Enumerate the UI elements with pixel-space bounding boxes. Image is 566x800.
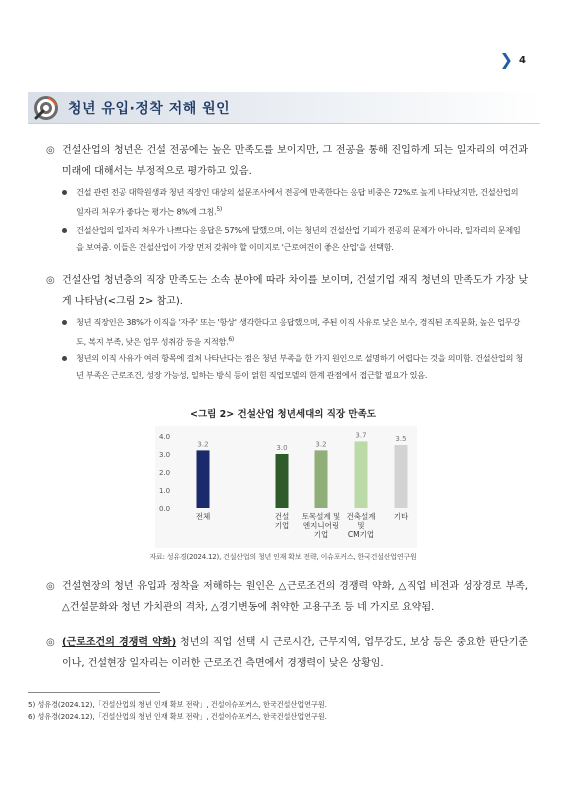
chart-bar <box>197 450 210 508</box>
x-category-label: 기타 <box>393 512 409 521</box>
bar-value-label: 3.2 <box>315 440 327 449</box>
x-category-label: 건설 <box>274 512 290 521</box>
x-category-label: 건축설계 <box>346 512 376 521</box>
page-number <box>500 52 526 68</box>
footnote-divider <box>28 692 160 693</box>
bar-value-label: 3.0 <box>276 444 288 452</box>
y-tick-label: 4.0 <box>159 433 171 441</box>
bullet-dot-icon <box>62 190 67 195</box>
x-category-label: CM기업 <box>347 530 375 539</box>
paragraph-2-text: 건설산업 청년층의 직장 만족도는 소속 분야에 따라 차이를 보이며, 건설기업 재직 청년의 만족도가 가장 낮게 나타남(<그림 2> 참고). <box>62 275 528 307</box>
chart-bar <box>395 445 408 508</box>
paragraph-1-text: 건설산업의 청년은 건설 전공에는 높은 만족도를 보이지만, 그 전공을 통해 진입하게 되는 일자리의 여건과 미래에 대해서는 부정적으로 평가하고 있음. <box>62 145 528 177</box>
section-title: 청년 유입·정착 저해 원인 <box>68 100 231 117</box>
paragraph-4-text: 청년의 직업 선택 시 근로시간, 근무지역, 업무강도, 보상 등은 중요한 판단기준이나, 건설현장 일자리는 이러한 근로조건 측면에서 경쟁력이 낮은 상황임. <box>62 637 528 669</box>
bullet-dot-icon <box>62 356 67 361</box>
bullet-1-2 <box>62 222 528 256</box>
section-header <box>28 92 540 124</box>
satisfaction-bar-chart <box>155 426 417 548</box>
footnote-ref-5: 5) <box>216 206 222 213</box>
y-tick-label: 1.0 <box>159 487 171 495</box>
bullet-dot-icon <box>62 228 67 233</box>
double-circle-icon: ◎ <box>46 581 55 592</box>
figure-source: 자료: 성유경(2024.12), 건설산업의 청년 인재 확보 전략, 이슈포커스, 한국건설산업연구원 <box>149 553 417 561</box>
bullet-2-1 <box>62 314 528 351</box>
target-magnifier-icon <box>32 94 60 122</box>
double-circle-icon: ◎ <box>46 637 55 648</box>
bullet-1-1 <box>62 184 528 221</box>
bullet-2-2-text: 청년의 이직 사유가 여러 항목에 걸쳐 나타난다는 점은 청년 부족을 한 가지 원인으로 설명하기 어렵다는 것을 의미함. 건설산업의 청년 부족은 근로조건, 성장 가능성, 일하는 방식 등이 얽힌 직업모델의 한계 관점에서 접근할 필요가 있음. <box>76 353 524 380</box>
footnote-6: 6) 성유경(2024.12),「건설산업의 청년 인재 확보 전략」, 건설이슈포커스, 한국건설산업연구원. <box>28 712 327 721</box>
chart-bar <box>315 450 328 508</box>
bar-value-label: 3.5 <box>395 435 407 443</box>
paragraph-3 <box>46 576 528 618</box>
bar-value-label: 3.2 <box>197 440 209 449</box>
x-category-label: 기업 <box>274 521 290 530</box>
x-category-label: 기업 <box>313 530 329 539</box>
chart-bar <box>276 454 289 508</box>
double-circle-icon: ◎ <box>46 275 55 286</box>
paragraph-4-lead: (근로조건의 경쟁력 약화) <box>62 637 177 648</box>
bullet-2-2 <box>62 350 528 384</box>
bar-value-label: 3.7 <box>355 431 367 440</box>
y-tick-label: 2.0 <box>159 469 171 477</box>
bullet-1-1-text: 건설 관련 전공 대학원생과 청년 직장인 대상의 설문조사에서 전공에 만족한다는 응답 비중은 72%로 높게 나타났지만, 건설산업의 일자리 처우가 좋다는 평가는 8%에 그침. <box>76 187 519 217</box>
bullet-dot-icon <box>62 320 67 325</box>
chart-bar <box>355 441 368 508</box>
footnote-ref-6: 6) <box>228 336 234 343</box>
y-tick-label: 0.0 <box>159 505 171 513</box>
chart-svg <box>155 426 417 548</box>
chevron-right-icon: ❯ <box>499 50 514 69</box>
x-category-label: 전체 <box>195 512 211 521</box>
paragraph-3-text: 건설현장의 청년 유입과 정착을 저해하는 원인은 △근로조건의 경쟁력 약화, △직업 비전과 성장경로 부족, △건설문화와 청년 가치관의 격차, △경기변동에 취약한 고용구조 등 네 가지로 요약됨. <box>62 581 528 613</box>
figure-title: <그림 2> 건설산업 청년세대의 직장 만족도 <box>190 409 376 420</box>
page-number-text: 4 <box>519 54 526 66</box>
paragraph-4 <box>46 632 528 674</box>
bullet-1-2-text: 건설산업의 일자리 처우가 나쁘다는 응답은 57%에 달했으며, 이는 청년의 건설산업 기피가 전공의 문제가 아니라, 일자리의 문제임을 보여줌. 이들은 건설산업이 가장 먼저 갖춰야 할 이미지로 '근로여건이 좋은 산업'을 선택함. <box>76 225 521 252</box>
x-category-label: 토목설계 및 <box>301 512 341 521</box>
paragraph-1 <box>46 140 528 182</box>
paragraph-2 <box>46 270 528 312</box>
footnote-5: 5) 성유경(2024.12),「건설산업의 청년 인재 확보 전략」, 건설이슈포커스, 한국건설산업연구원. <box>28 700 327 709</box>
x-category-label: 및 <box>357 521 365 530</box>
bullet-2-1-text: 청년 직장인은 38%가 이직을 '자주' 또는 '항상' 생각한다고 응답했으며, 주된 이직 사유로 낮은 보수, 경직된 조직문화, 높은 업무강도, 복지 부족, 낮은 업무 성취감 등을 지적함. <box>76 317 521 347</box>
double-circle-icon: ◎ <box>46 145 55 156</box>
x-category-label: 엔지니어링 <box>302 521 340 530</box>
y-tick-label: 3.0 <box>159 451 171 459</box>
